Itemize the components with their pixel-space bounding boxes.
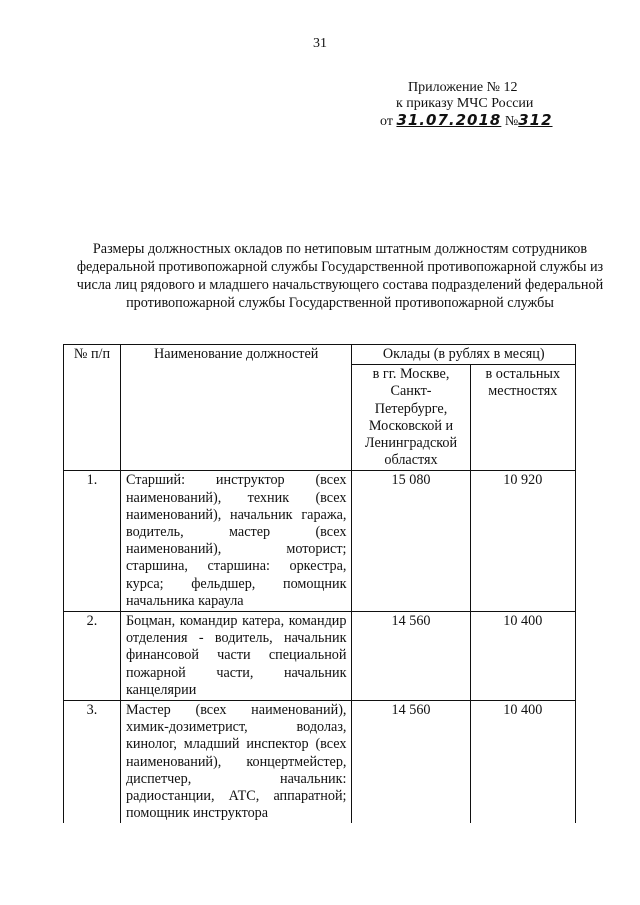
row-num: 1. <box>64 471 121 612</box>
table-header-row <box>64 345 576 365</box>
order-line: к приказу МЧС России <box>396 96 534 111</box>
header-name: Наименование должностей <box>120 345 352 471</box>
header-num: № п/п <box>64 345 121 471</box>
row-other: 10 400 <box>470 612 575 701</box>
page-number: 31 <box>313 36 327 51</box>
header-moscow: в гг. Москве, Санкт-Петербурге, Московской и Ленинградской областях <box>352 365 470 471</box>
table-row <box>64 471 576 612</box>
appendix-line: Приложение № 12 <box>408 80 518 95</box>
header-salaries: Оклады (в рублях в месяц) <box>352 345 576 365</box>
table-row <box>64 612 576 701</box>
row-name: Мастер (всех наименований), химик-дозиметрист, водолаз, кинолог, младший инспектор (всех наименований), концертмейстер, диспетчер, начальник: радиостанции, АТС, аппаратной; помощник инструктора <box>120 701 352 824</box>
row-name: Старший: инструктор (всех наименований), техник (всех наименований), начальник гаража, водитель, мастер (всех наименований), моторист; старшина, старшина: оркестра, курса; фельдшер, помощник начальника караула <box>120 471 352 612</box>
row-num: 3. <box>64 701 121 824</box>
row-other: 10 400 <box>470 701 575 824</box>
table-row <box>64 701 576 824</box>
order-number: 312 <box>518 111 553 129</box>
number-label: № <box>504 114 519 129</box>
row-num: 2. <box>64 612 121 701</box>
order-date-line <box>380 112 580 130</box>
document-title: Размеры должностных окладов по нетиповым штатным должностям сотрудников федеральной противопожарной службы Государственной противопожарной службы из числа лиц рядового и младшего начальствующего состава подразделений федеральной противопожарной службы Государственной противопожарной службы <box>76 241 604 311</box>
from-label: от <box>380 114 393 129</box>
row-moscow: 14 560 <box>352 701 470 824</box>
appendix-block <box>380 80 580 130</box>
row-name: Боцман, командир катера, командир отделения - водитель, начальник финансовой части специальной пожарной части, начальник канцелярии <box>120 612 352 701</box>
row-other: 10 920 <box>470 471 575 612</box>
salary-table <box>63 344 576 823</box>
order-date: 31.07.2018 <box>396 111 502 129</box>
header-other: в остальных местностях <box>470 365 575 471</box>
row-moscow: 14 560 <box>352 612 470 701</box>
row-moscow: 15 080 <box>352 471 470 612</box>
